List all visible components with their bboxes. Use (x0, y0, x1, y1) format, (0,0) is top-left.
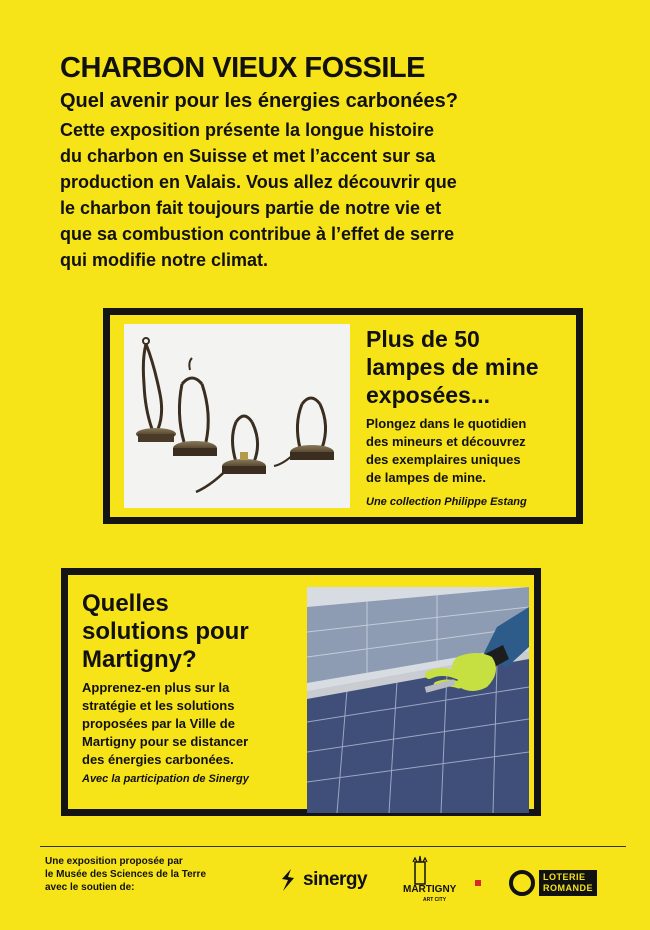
intro-line: qui modifie notre climat. (60, 250, 269, 270)
solar-panel-photo (307, 587, 529, 813)
mine-lamps-photo (124, 324, 350, 508)
loterie-wordmark (539, 870, 597, 896)
solutions-credit: Avec la participation de Sinergy (82, 773, 249, 785)
solutions-text-line: proposées par la Ville de (82, 716, 235, 731)
martigny-subtitle: ART CITY (423, 897, 447, 903)
solutions-heading-line: solutions pour (82, 618, 249, 645)
solutions-heading-line: Quelles (82, 590, 169, 617)
lamps-text-line: de lampes de mine. (366, 470, 486, 485)
loterie-line: ROMANDE (543, 883, 593, 893)
solutions-panel (61, 568, 541, 816)
lamps-heading (366, 325, 576, 409)
intro-line: Cette exposition présente la longue histoire (60, 120, 435, 140)
intro-line: du charbon en Suisse et met l’accent sur sa (60, 146, 436, 166)
intro-line: le charbon fait toujours partie de notre vie et (60, 198, 442, 218)
sinergy-mark-icon (279, 868, 297, 892)
footer-text-line: Une exposition proposée par (45, 856, 183, 867)
solutions-heading (82, 590, 282, 674)
intro-line: production en Valais. Vous allez découvrir que (60, 172, 457, 192)
footer-divider (40, 846, 626, 847)
loterie-romande-logo (509, 870, 597, 896)
loterie-ring-icon (509, 870, 535, 896)
mine-lamps-illustration (124, 324, 350, 508)
footer-credits (45, 855, 245, 894)
lamps-text-line: des mineurs et découvrez (366, 434, 526, 449)
lamps-description (366, 415, 566, 487)
page-subtitle: Quel avenir pour les énergies carbonées? (60, 90, 458, 112)
solar-panel-illustration (307, 587, 529, 813)
intro-paragraph (60, 117, 530, 273)
footer-text-line: le Musée des Sciences de la Terre (45, 869, 207, 880)
loterie-line: LOTERIE (543, 872, 586, 882)
footer-text-line: avec le soutien de: (45, 882, 135, 893)
solutions-text-line: Apprenez-en plus sur la (82, 680, 230, 695)
lamps-text-line: des exemplaires uniques (366, 452, 521, 467)
martigny-logo (403, 854, 483, 914)
mine-lamps-panel (103, 308, 583, 524)
lamps-heading-line: exposées... (366, 382, 491, 408)
solutions-text-line: Martigny pour se distancer (82, 734, 249, 749)
sinergy-wordmark: sinergy (303, 869, 368, 890)
solutions-description (82, 679, 302, 769)
lamps-heading-line: Plus de 50 (366, 326, 480, 352)
solutions-heading-line: Martigny? (82, 646, 197, 673)
intro-line: que sa combustion contribue à l’effet de serre (60, 224, 455, 244)
castle-tower-icon (403, 854, 483, 886)
page-title: CHARBON VIEUX FOSSILE (60, 52, 425, 84)
solutions-text-line: stratégie et les solutions (82, 698, 235, 713)
sinergy-logo (279, 868, 367, 892)
lamps-text-line: Plongez dans le quotidien (366, 416, 527, 431)
martigny-wordmark: MARTIGNY (403, 884, 457, 895)
lamps-heading-line: lampes de mine (366, 354, 539, 380)
solutions-text-line: des énergies carbonées. (82, 752, 234, 767)
lamps-credit: Une collection Philippe Estang (366, 496, 527, 508)
